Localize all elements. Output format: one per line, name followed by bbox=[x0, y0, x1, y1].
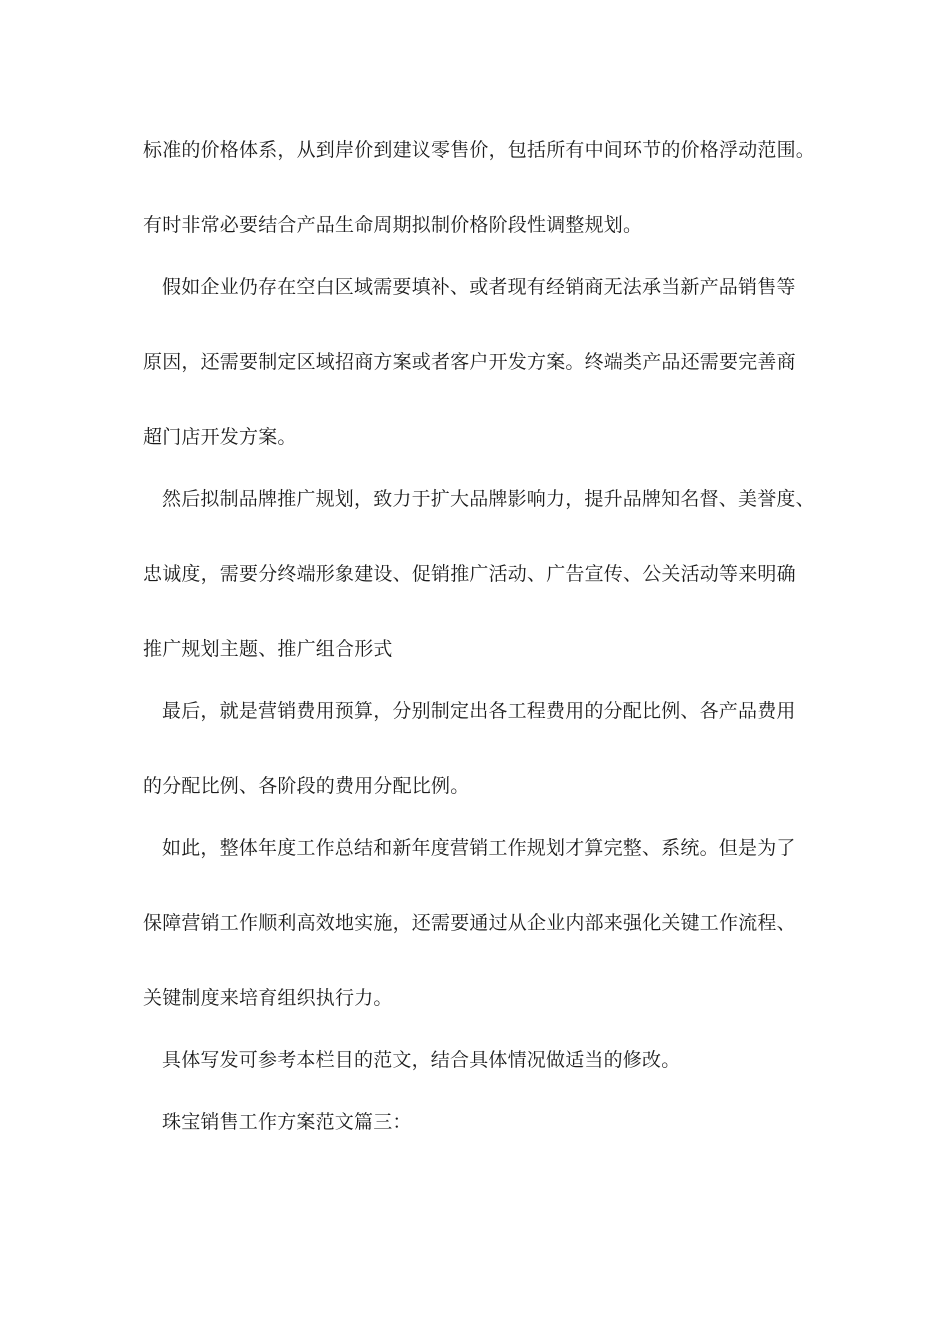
text-line-10: 的分配比例、各阶段的费用分配比例。 bbox=[143, 775, 470, 797]
text-line-2: 有时非常必要结合产品生命周期拟制价格阶段性调整规划。 bbox=[143, 214, 643, 236]
text-line-1: 标准的价格体系，从到岸价到建议零售价，包括所有中间环节的价格浮动范围。 bbox=[143, 139, 816, 161]
text-line-4: 原因，还需要制定区域招商方案或者客户开发方案。终端类产品还需要完善商 bbox=[143, 351, 796, 373]
text-line-7: 忠诚度，需要分终端形象建设、促销推广活动、广告宣传、公关活动等来明确 bbox=[143, 563, 796, 585]
text-line-5: 超门店开发方案。 bbox=[143, 426, 297, 448]
text-line-11: 如此，整体年度工作总结和新年度营销工作规划才算完整、系统。但是为了 bbox=[162, 837, 796, 859]
text-line-6: 然后拟制品牌推广规划，致力于扩大品牌影响力，提升品牌知名督、美誉度、 bbox=[162, 488, 815, 510]
text-line-3: 假如企业仍存在空白区域需要填补、或者现有经销商无法承当新产品销售等 bbox=[162, 276, 796, 298]
section-heading: 珠宝销售工作方案范文篇三： bbox=[162, 1111, 412, 1133]
text-line-8: 推广规划主题、推广组合形式 bbox=[143, 638, 393, 660]
text-line-14: 具体写发可参考本栏目的范文，结合具体情况做适当的修改。 bbox=[162, 1049, 681, 1071]
text-line-13: 关键制度来培育组织执行力。 bbox=[143, 987, 393, 1009]
text-line-9: 最后，就是营销费用预算，分别制定出各工程费用的分配比例、各产品费用 bbox=[162, 700, 796, 722]
text-line-12: 保障营销工作顺利高效地实施，还需要通过从企业内部来强化关键工作流程、 bbox=[143, 912, 796, 934]
